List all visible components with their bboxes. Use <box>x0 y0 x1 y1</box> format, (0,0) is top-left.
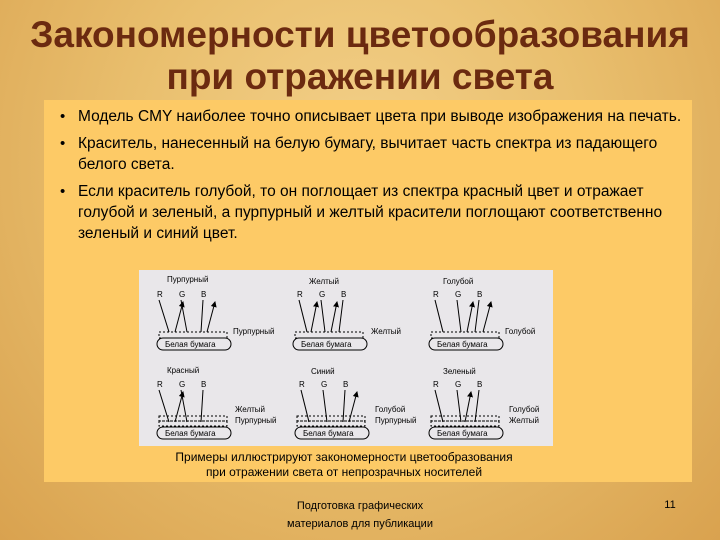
letter-r: R <box>433 380 439 389</box>
footer-line-1: Подготовка графических <box>296 500 424 512</box>
diagram-panel-3 <box>429 277 535 350</box>
letter-g: G <box>179 290 186 299</box>
letter-r: R <box>433 290 439 299</box>
reflected-ray <box>465 392 471 422</box>
reflection-diagrams-figure <box>139 270 553 446</box>
incoming-ray <box>299 300 307 332</box>
bullet-item <box>44 106 684 127</box>
dye-layer <box>295 332 363 338</box>
letter-g: G <box>455 380 462 389</box>
figure-caption <box>44 450 644 480</box>
reflected-ray <box>331 302 337 332</box>
reflected-ray <box>175 392 183 422</box>
incoming-ray <box>321 300 325 332</box>
footer-line-2: материалов для публикации <box>287 518 433 530</box>
reflected-ray <box>467 302 473 332</box>
paper-label: Белая бумага <box>301 340 352 349</box>
reflected-ray <box>311 302 317 332</box>
panel-4-side-label-2: Пурпурный <box>235 416 277 425</box>
reflected-ray <box>175 302 183 332</box>
paper-label: Белая бумага <box>165 340 216 349</box>
bullet-item <box>44 133 684 175</box>
letter-b: B <box>477 290 483 299</box>
bullet-item <box>44 181 684 244</box>
caption-line-2: при отражении света от непрозрачных носителей <box>205 465 483 479</box>
letter-g: G <box>319 290 326 299</box>
title-line-1: Закономерности цветообразования <box>30 14 690 55</box>
incoming-ray <box>435 300 443 332</box>
incoming-ray <box>301 390 309 422</box>
letter-r: R <box>297 290 303 299</box>
panel-5-top-label: Синий <box>311 367 335 376</box>
letter-b: B <box>341 290 347 299</box>
page-number: 11 <box>664 499 676 511</box>
incoming-ray <box>475 300 479 332</box>
panel-2-side-label: Желтый <box>371 327 402 336</box>
bullet-text: Если краситель голубой, то он поглощает из спектра красный цвет и отражает голубой и зеленый, а пурпурный и желтый красители поглощают соответственно зеленый и синий цвет. <box>78 183 663 242</box>
bullet-dot: • <box>60 183 66 200</box>
bullet-dot: • <box>60 135 66 152</box>
incoming-ray <box>457 390 461 422</box>
letter-b: B <box>477 380 483 389</box>
incoming-ray <box>475 390 479 422</box>
diagram-panel-2 <box>293 277 401 350</box>
content-panel <box>44 100 692 482</box>
incoming-ray <box>435 390 443 422</box>
reflected-ray <box>483 302 491 332</box>
incoming-ray <box>457 300 461 332</box>
panel-6-side-label-2: Желтый <box>509 416 540 425</box>
reflected-ray <box>207 302 215 332</box>
panel-3-side-label: Голубой <box>505 327 536 336</box>
diagrams-svg <box>139 270 553 446</box>
incoming-ray <box>159 300 169 332</box>
diagram-panel-6 <box>429 367 539 439</box>
incoming-ray <box>323 390 327 422</box>
bullet-text: Модель CMY наиболее точно описывает цвета при выводе изображения на печать. <box>78 108 682 125</box>
bullet-list <box>44 106 684 250</box>
slide-footer <box>250 497 470 533</box>
diagram-panel-5 <box>295 367 416 439</box>
panel-1-top-label: Пурпурный <box>167 275 209 284</box>
dye-layer <box>159 332 227 338</box>
diagram-panel-1 <box>157 275 274 350</box>
paper-label: Белая бумага <box>437 429 488 438</box>
dye-layer-bottom <box>297 421 365 426</box>
caption-line-1: Примеры иллюстрируют закономерности цветообразования <box>175 450 513 464</box>
diagram-panel-4 <box>157 366 276 439</box>
paper-label: Белая бумага <box>437 340 488 349</box>
panel-5-side-label-2: Пурпурный <box>375 416 417 425</box>
panel-4-top-label: Красный <box>167 366 200 375</box>
letter-b: B <box>201 380 207 389</box>
incoming-ray <box>339 300 343 332</box>
incoming-ray <box>201 390 203 422</box>
letter-r: R <box>157 380 163 389</box>
incoming-ray <box>201 300 203 332</box>
letter-r: R <box>157 290 163 299</box>
panel-6-side-label-1: Голубой <box>509 405 540 414</box>
slide-title <box>20 14 700 98</box>
letter-b: B <box>343 380 349 389</box>
panel-1-side-label: Пурпурный <box>233 327 275 336</box>
title-line-2: при отражении света <box>166 56 554 97</box>
dye-layer <box>431 332 499 338</box>
panel-5-side-label-1: Голубой <box>375 405 406 414</box>
bullet-dot: • <box>60 108 66 125</box>
letter-b: B <box>201 290 207 299</box>
reflected-ray <box>349 392 357 422</box>
incoming-ray <box>343 390 345 422</box>
panel-3-top-label: Голубой <box>443 277 474 286</box>
paper-label: Белая бумага <box>165 429 216 438</box>
panel-6-top-label: Зеленый <box>443 367 476 376</box>
letter-g: G <box>179 380 186 389</box>
letter-g: G <box>455 290 462 299</box>
dye-layer-top <box>159 416 227 421</box>
letter-g: G <box>321 380 328 389</box>
paper-label: Белая бумага <box>303 429 354 438</box>
panel-4-side-label-1: Желтый <box>235 405 266 414</box>
letter-r: R <box>299 380 305 389</box>
incoming-ray <box>159 390 169 422</box>
bullet-text: Краситель, нанесенный на белую бумагу, вычитает часть спектра из падающего белого света. <box>78 135 658 173</box>
panel-2-top-label: Желтый <box>309 277 340 286</box>
